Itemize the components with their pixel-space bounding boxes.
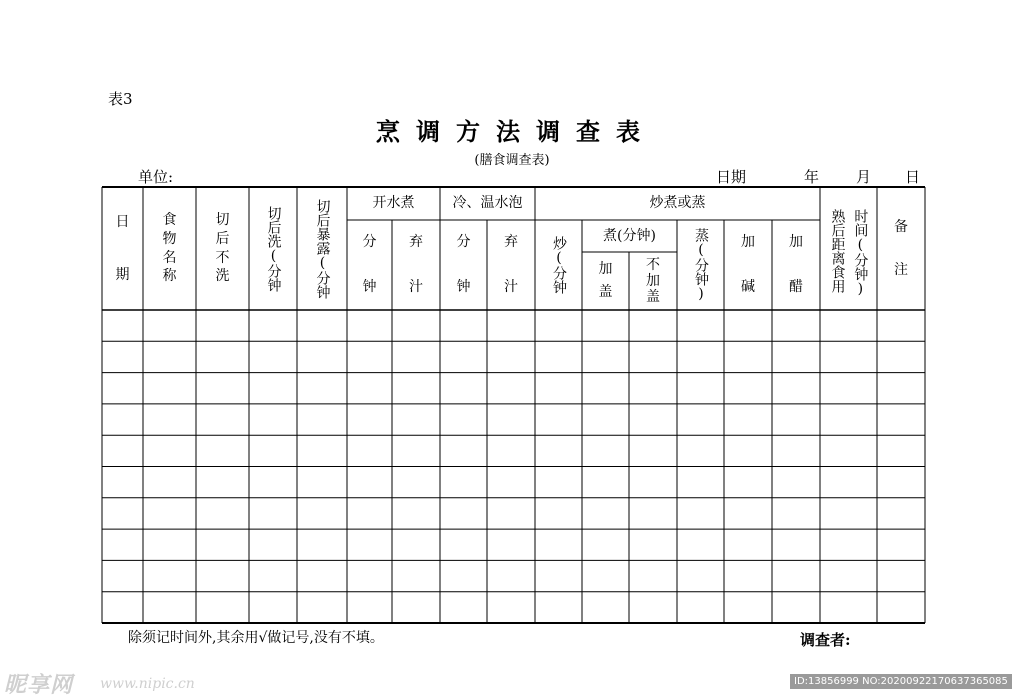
- header-cut-washed: 切后洗(分钟: [265, 205, 282, 292]
- year-label: 年: [804, 168, 820, 186]
- header-cut-unwashed: 切 后 不 洗: [215, 211, 230, 285]
- header-soak-discard: 弃 汁: [504, 234, 518, 295]
- header-add-alkali: 加 碱: [741, 234, 755, 295]
- header-boil-minutes: 煮(分钟): [603, 227, 656, 244]
- month-label: 月: [856, 168, 872, 186]
- header-boiling-water: 开水煮: [372, 195, 415, 212]
- header-stir-fry: 炒(分钟: [550, 236, 567, 294]
- page-title: 烹调方法调查表: [376, 117, 656, 146]
- header-bw-minutes: 分 钟: [362, 234, 377, 295]
- header-cut-exposed: 切后暴露(分钟: [314, 198, 331, 299]
- header-food-name: 食 物 名 称: [162, 211, 177, 285]
- data-row-lines: [102, 341, 925, 591]
- header-stir-group: 炒煮或蒸: [649, 195, 706, 212]
- header-date: 日 期: [115, 213, 130, 283]
- watermark-site: www.nipic.cn: [100, 676, 195, 692]
- header-steam: 蒸(分钟): [692, 228, 709, 302]
- header-time-after-cooked: 熟后距离食用 时间(分钟): [829, 209, 869, 297]
- header-remarks: 备 注: [894, 218, 908, 278]
- header-boil-covered: 加 盖: [598, 261, 613, 300]
- header-soak-minutes: 分 钟: [456, 234, 471, 295]
- footer-note: 除须记时间外,其余用√做记号,没有不填。: [128, 630, 384, 646]
- watermark-id: ID:13856999 NO:20200922170637365085: [790, 674, 1012, 689]
- header-boil-uncovered: 不 加 盖: [646, 256, 660, 306]
- header-bw-discard: 弃 汁: [409, 234, 423, 295]
- header-soak: 冷、温水泡: [452, 195, 523, 212]
- page-subtitle: (膳食调查表): [474, 153, 550, 168]
- unit-label: 单位:: [138, 168, 174, 186]
- watermark-logo: 昵享网: [4, 672, 74, 698]
- table-label: 表3: [108, 90, 133, 108]
- header-add-vinegar: 加 醋: [789, 234, 803, 295]
- surveyor-label: 调查者:: [800, 631, 851, 649]
- date-label: 日期: [716, 168, 747, 186]
- day-label: 日: [905, 168, 921, 186]
